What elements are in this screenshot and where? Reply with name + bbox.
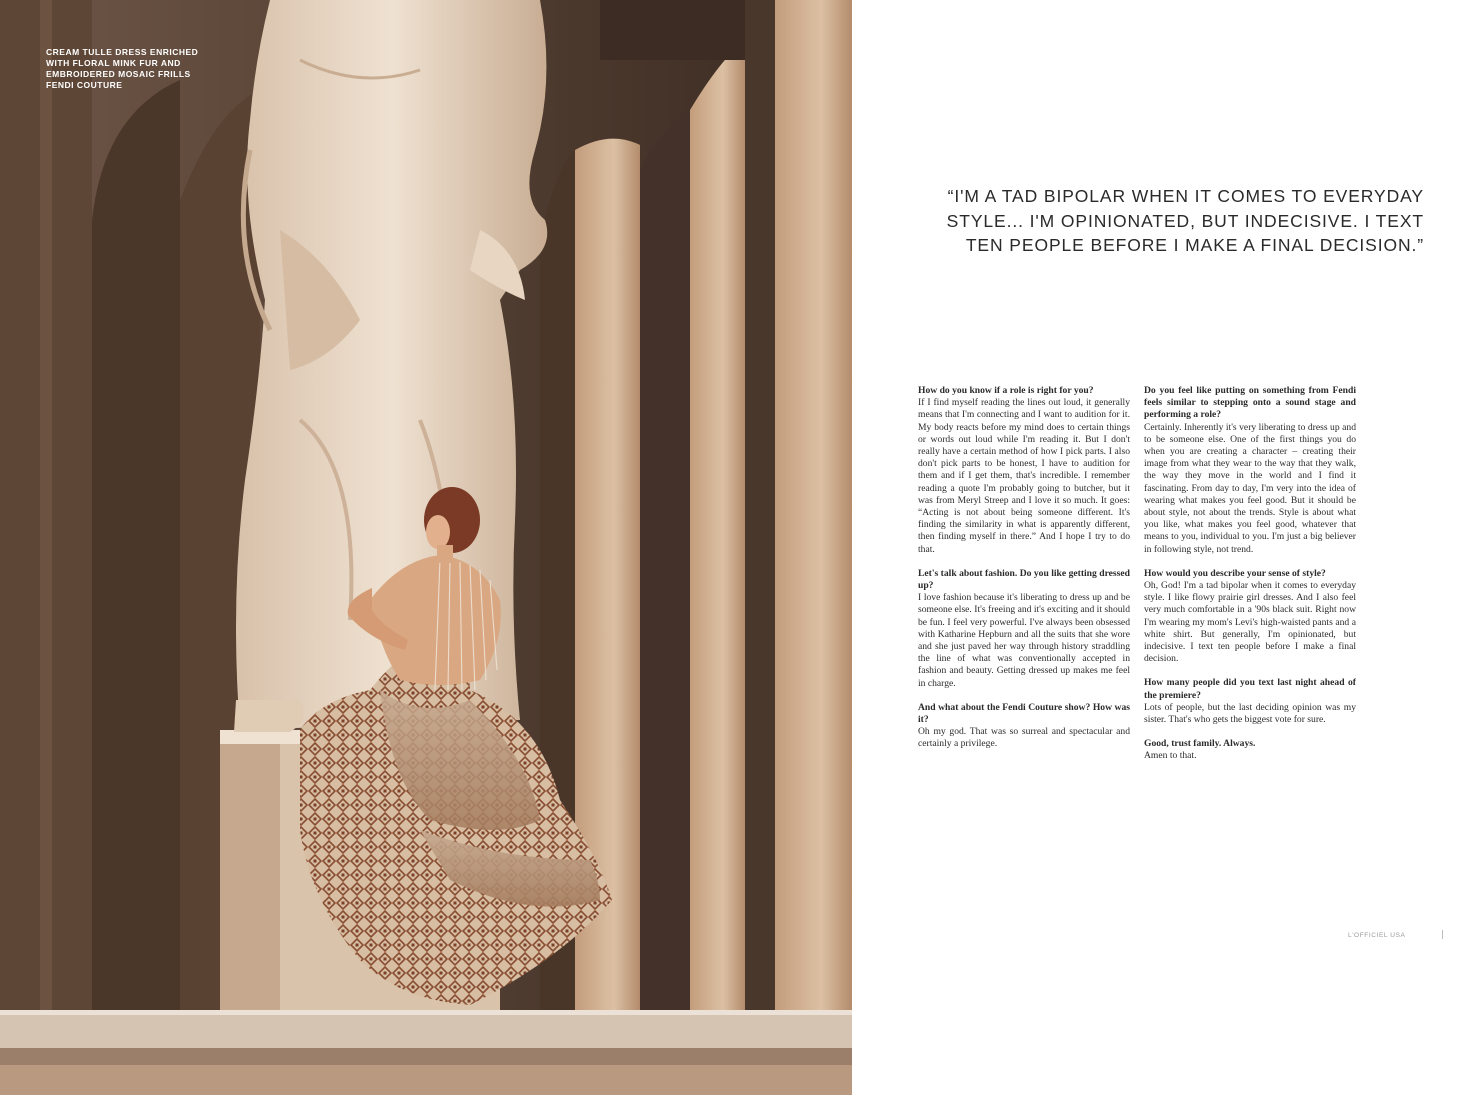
interview-answer: If I find myself reading the lines out loud, it generally means that I'm connecting and I want to audition for it. My body reacts before my mind does to certain things or words out loud while I'm reading it. But I don't really have a certain method of how I pick parts. I also don't pick parts to be honest, I have to audition for them and if I get them, that's incredible. I remember reading a quote I'm probably going to butcher, but it was from Meryl Streep and I love it so much. It goes: “Acting is not about being someone different. It's finding the similarity in what is apparently different, then finding myself in there.” And I hope I try to do that. bbox=[918, 397, 1130, 555]
interview-column-left bbox=[918, 385, 1130, 763]
interview-column-right bbox=[1144, 385, 1356, 775]
caption-line: WITH FLORAL MINK FUR AND bbox=[46, 58, 181, 68]
interview-answer: Oh my god. That was so surreal and spectacular and certainly a privilege. bbox=[918, 726, 1130, 750]
folio-magazine-name: L'OFFICIEL USA bbox=[1348, 932, 1406, 939]
qa-block bbox=[1144, 385, 1356, 556]
folio-divider bbox=[1442, 930, 1443, 939]
qa-block bbox=[918, 568, 1130, 690]
qa-block bbox=[918, 385, 1130, 556]
qa-block bbox=[1144, 738, 1356, 762]
pull-quote-line: STYLE... I'M OPINIONATED, BUT INDECISIVE. I TEXT bbox=[946, 210, 1424, 231]
interview-answer: Amen to that. bbox=[1144, 750, 1197, 762]
caption-line: CREAM TULLE DRESS ENRICHED bbox=[46, 47, 199, 57]
interview-question: Let's talk about fashion. Do you like getting dressed up? bbox=[918, 567, 1130, 592]
caption-line: FENDI COUTURE bbox=[46, 80, 123, 90]
pull-quote-line: “I'M A TAD BIPOLAR WHEN IT COMES TO EVERYDAY bbox=[947, 186, 1424, 206]
qa-block bbox=[918, 702, 1130, 751]
interview-answer: I love fashion because it's liberating to dress up and be someone else. It's freeing and it's exciting and it should be fun. I feel very powerful. I've always been obsessed with Katharine Hepburn and all the suits that she wore and she just paved her way through history straddling the line of what was conventionally accepted in fashion and beauty. Getting dressed up makes me feel in charge. bbox=[918, 592, 1130, 689]
photo-caption bbox=[46, 47, 226, 91]
interview-answer: Lots of people, but the last deciding opinion was my sister. That's who gets the biggest vote for sure. bbox=[1144, 701, 1356, 726]
interview-question: Good, trust family. Always. bbox=[1144, 738, 1256, 750]
interview-question: Do you feel like putting on something from Fendi feels similar to stepping onto a sound stage and performing a role? bbox=[1144, 385, 1356, 421]
qa-block bbox=[1144, 568, 1356, 666]
pull-quote-line: TEN PEOPLE BEFORE I MAKE A FINAL DECISION.” bbox=[965, 235, 1424, 255]
qa-block bbox=[1144, 677, 1356, 726]
interview-question: How many people did you text last night ahead of the premiere? bbox=[1144, 677, 1356, 701]
interview-question: And what about the Fendi Couture show? How was it? bbox=[918, 701, 1130, 726]
floor bbox=[0, 1010, 852, 1095]
caption-line: EMBROIDERED MOSAIC FRILLS bbox=[46, 69, 191, 79]
interview-question: How would you describe your sense of style? bbox=[1144, 567, 1326, 579]
interview-answer: Oh, God! I'm a tad bipolar when it comes to everyday style. I like flowy prairie girl dresses. And I also feel very much comfortable in a '90s black suit. Right now I'm wearing my mom's Levi's high-waisted pants and a white shirt. But generally, I'm opinionated, but indecisive. I text ten people before I make a final decision. bbox=[1144, 580, 1356, 665]
pull-quote bbox=[900, 184, 1424, 258]
interview-question: How do you know if a role is right for you? bbox=[918, 385, 1094, 396]
interview-answer: Certainly. Inherently it's very liberating to dress up and to be someone else. One of the first things you do when you are creating a character – creating their image from what they wear to the way that they walk, the way they move in the world and I find it fascinating. From day to day, I'm very into the idea of wearing what makes you feel good. But it should be about style, not about the trends. Style is about what you like, what makes you feel good, whatever that means to you, individual to you. I'm just a big believer in following style, not trend. bbox=[1144, 421, 1356, 555]
